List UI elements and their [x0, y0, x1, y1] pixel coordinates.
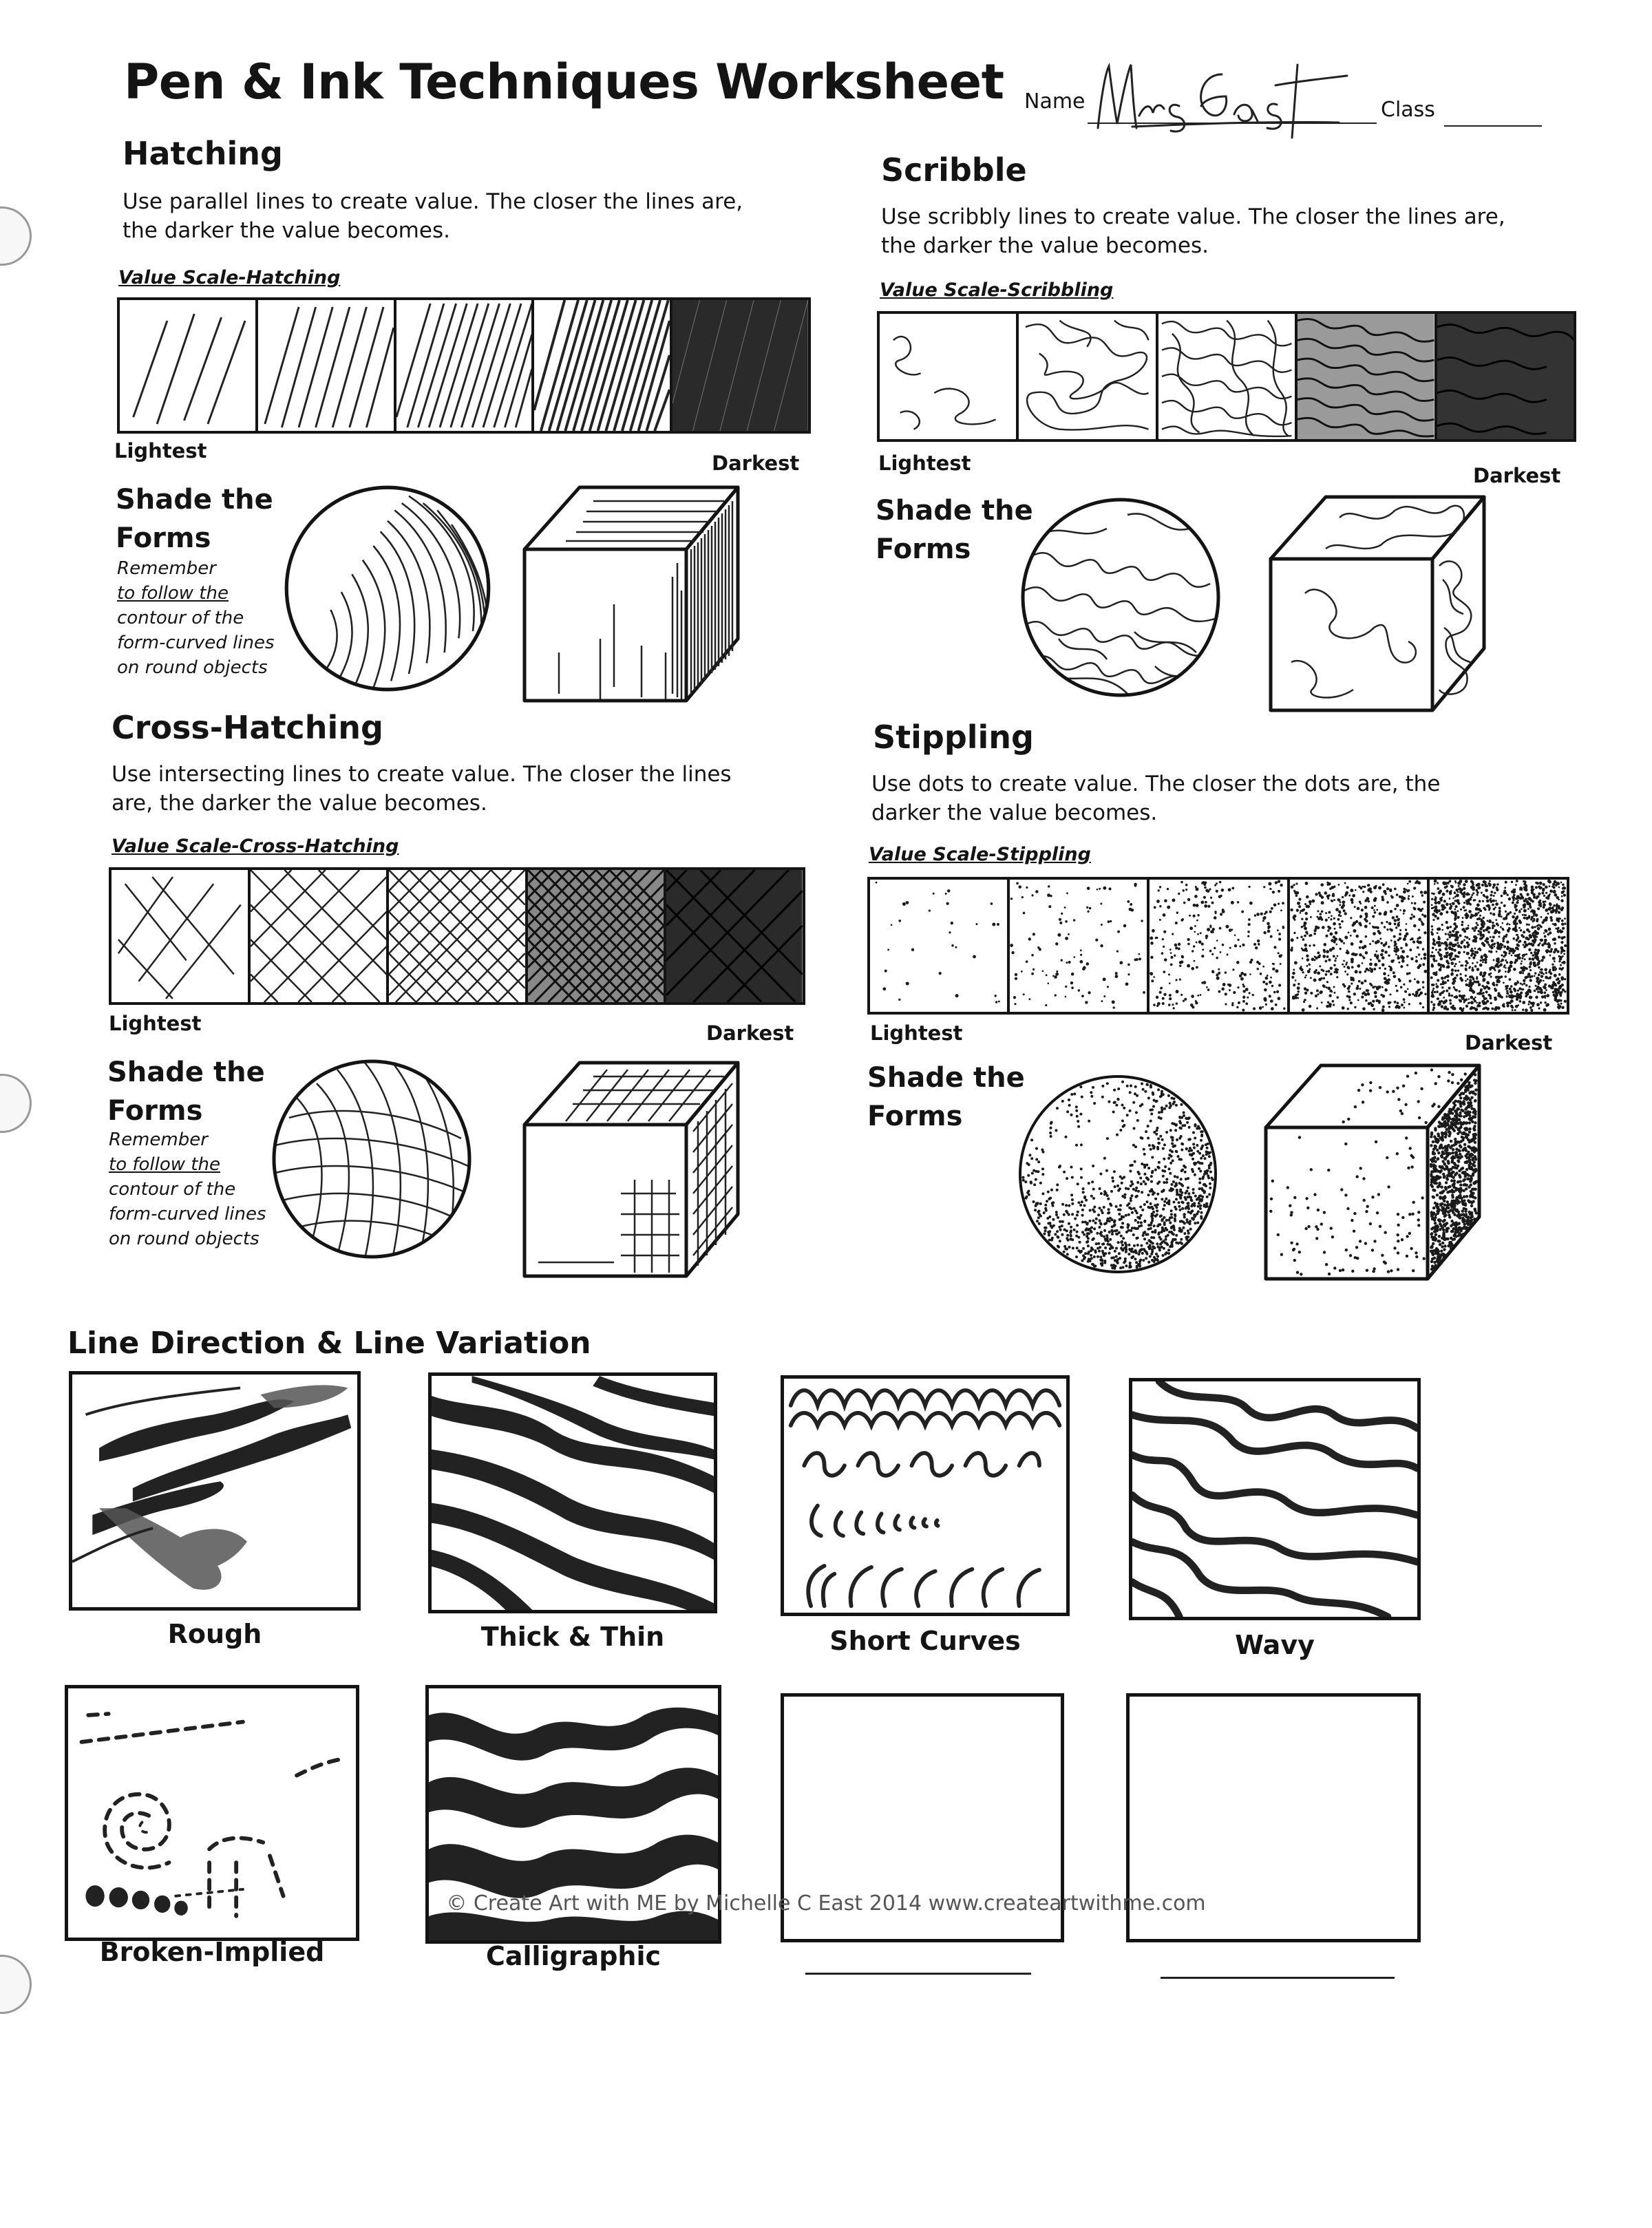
line-box-short-curves-label: Short Curves [829, 1626, 1021, 1656]
crosshatching-shade-line2: Forms [107, 1095, 203, 1127]
crosshatching-remember-line5: on round objects [109, 1229, 260, 1249]
crosshatching-remember-line3: contour of the [109, 1179, 236, 1200]
hatching-title: Hatching [123, 135, 283, 172]
scribble-value-scale [877, 311, 1576, 442]
scribble-darkest-label: Darkest [1473, 464, 1561, 487]
hatching-value-scale [117, 297, 811, 434]
binder-hole-top [0, 206, 32, 266]
hatching-remember-line1: Remember [117, 558, 216, 579]
stippling-shade-line2: Forms [867, 1101, 963, 1132]
scribble-cube [1264, 490, 1491, 717]
stippling-lightest-label: Lightest [870, 1021, 963, 1045]
binder-hole-bottom [0, 1955, 32, 2014]
crosshatching-scale-cell-3 [389, 870, 528, 1002]
scribble-scale-cell-2 [1019, 314, 1158, 439]
line-box-blank-1-label-line[interactable] [805, 1973, 1031, 1975]
line-box-blank-2-label-line[interactable] [1161, 1977, 1395, 1979]
scribble-desc-line2: the darker the value becomes. [881, 233, 1209, 258]
worksheet-title: Pen & Ink Techniques Worksheet [124, 54, 1004, 110]
crosshatching-cube [518, 1056, 745, 1283]
line-box-calligraphic-label: Calligraphic [486, 1941, 661, 1971]
hatching-desc-line2: the darker the value becomes. [123, 218, 450, 243]
crosshatching-value-scale [109, 867, 805, 1005]
scribble-scale-cell-1 [880, 314, 1019, 439]
crosshatching-scale-cell-4 [528, 870, 667, 1002]
line-box-thick-thin[interactable] [428, 1372, 717, 1613]
stippling-scale-cell-1 [870, 880, 1010, 1012]
hatching-darkest-label: Darkest [712, 452, 800, 475]
line-box-broken-implied-label: Broken-Implied [99, 1937, 325, 1967]
stippling-shade-line1: Shade the [867, 1062, 1025, 1094]
stippling-value-scale [867, 877, 1569, 1015]
hatching-sphere [281, 482, 494, 695]
stippling-scale-label: Value Scale-Stippling [869, 844, 1091, 865]
crosshatching-shade-line1: Shade the [107, 1057, 265, 1088]
hatching-remember-line2: to follow the [117, 583, 229, 604]
hatching-remember-line4: form-curved lines [117, 633, 275, 653]
line-section-title: Line Direction & Line Variation [67, 1326, 591, 1361]
crosshatching-desc-line2: are, the darker the value becomes. [112, 791, 487, 816]
binder-hole-middle [0, 1074, 32, 1133]
hatching-lightest-label: Lightest [114, 439, 207, 463]
crosshatching-scale-label: Value Scale-Cross-Hatching [112, 836, 399, 857]
stippling-scale-cell-2 [1010, 880, 1150, 1012]
hatching-scale-cell-3 [396, 300, 535, 431]
crosshatching-remember-line2: to follow the [109, 1154, 220, 1175]
hatching-scale-cell-2 [258, 300, 396, 431]
scribble-shade-line2: Forms [876, 533, 971, 565]
stippling-desc-line1: Use dots to create value. The closer the dots are, the [871, 772, 1441, 796]
stippling-title: Stippling [873, 719, 1034, 756]
hatching-desc-line1: Use parallel lines to create value. The closer the lines are, [123, 189, 743, 214]
hatching-shade-line2: Forms [116, 522, 211, 554]
scribble-scale-cell-5 [1437, 314, 1574, 439]
line-box-thick-thin-label: Thick & Thin [480, 1622, 665, 1652]
stippling-scale-cell-5 [1430, 880, 1567, 1012]
crosshatching-scale-cell-5 [666, 870, 803, 1002]
hatching-scale-cell-5 [673, 300, 808, 431]
crosshatching-desc-line1: Use intersecting lines to create value. The closer the lines [112, 762, 732, 787]
scribble-scale-cell-3 [1158, 314, 1298, 439]
hatching-remember-line5: on round objects [117, 657, 268, 678]
hatching-shade-line1: Shade the [116, 484, 273, 516]
line-box-short-curves[interactable] [781, 1375, 1070, 1616]
crosshatching-remember-line1: Remember [109, 1129, 208, 1150]
line-box-wavy-label: Wavy [1235, 1630, 1315, 1660]
stippling-scale-cell-4 [1290, 880, 1430, 1012]
name-label: Name [1024, 89, 1086, 114]
scribble-shade-line1: Shade the [876, 495, 1033, 527]
crosshatching-scale-cell-2 [251, 870, 390, 1002]
crosshatching-darkest-label: Darkest [706, 1021, 794, 1045]
scribble-lightest-label: Lightest [878, 452, 971, 475]
line-box-rough[interactable] [69, 1371, 361, 1611]
crosshatching-remember-line4: form-curved lines [109, 1204, 266, 1224]
line-box-rough-label: Rough [167, 1619, 262, 1649]
crosshatching-lightest-label: Lightest [109, 1012, 202, 1035]
scribble-scale-label: Value Scale-Scribbling [880, 279, 1114, 301]
crosshatching-title: Cross-Hatching [112, 709, 383, 746]
stippling-scale-cell-3 [1150, 880, 1289, 1012]
stippling-desc-line2: darker the value becomes. [871, 800, 1158, 825]
copyright-footer: © Create Art with ME by Michelle C East 2014 www.createartwithme.com [446, 1891, 1206, 1916]
scribble-title: Scribble [881, 151, 1027, 189]
hatching-scale-label: Value Scale-Hatching [118, 267, 341, 288]
stippling-cube [1256, 1059, 1490, 1286]
hatching-scale-cell-1 [120, 300, 258, 431]
crosshatching-scale-cell-1 [112, 870, 251, 1002]
hatching-remember-line3: contour of the [117, 608, 244, 628]
line-box-wavy[interactable] [1129, 1378, 1421, 1620]
class-field[interactable] [1444, 125, 1542, 127]
name-signature [1091, 47, 1353, 150]
scribble-scale-cell-4 [1298, 314, 1437, 439]
class-label: Class [1381, 98, 1435, 122]
hatching-cube [518, 480, 745, 708]
stippling-darkest-label: Darkest [1465, 1031, 1553, 1054]
scribble-desc-line1: Use scribbly lines to create value. The closer the lines are, [881, 204, 1505, 229]
crosshatching-sphere [268, 1056, 475, 1262]
scribble-sphere [1017, 494, 1224, 701]
stippling-sphere [1015, 1071, 1221, 1277]
hatching-scale-cell-4 [534, 300, 673, 431]
